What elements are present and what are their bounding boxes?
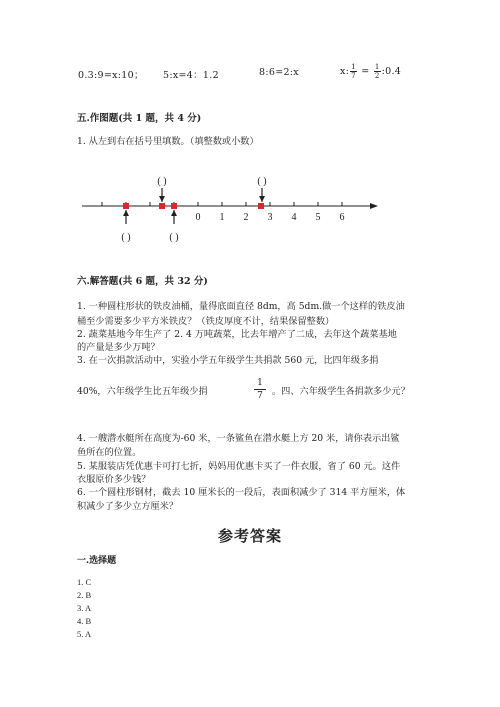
section-6-heading: 六.解答题(共 6 题，共 32 分) bbox=[77, 276, 208, 287]
tick-label-5: 5 bbox=[315, 212, 321, 223]
red-marker bbox=[258, 203, 264, 209]
red-marker bbox=[171, 203, 177, 209]
answer-item: 1. C bbox=[77, 577, 92, 587]
question-3-line-2a: 40%，六年级学生比五年级少捐 bbox=[77, 386, 208, 397]
question-2-line-1: 2. 蔬菜基地今年生产了 2. 4 万吨蔬菜，比去年增产了二成，去年这个蔬菜基地 bbox=[77, 329, 397, 340]
question-1-line-2: 桶至少需要多少平方米铁皮？（铁皮厚度不计，结果保留整数） bbox=[77, 316, 335, 327]
arrow-down-icon bbox=[159, 196, 165, 202]
answer-item: 4. B bbox=[77, 616, 92, 626]
number-line bbox=[0, 168, 500, 246]
fraction-denominator: 7 bbox=[351, 72, 356, 80]
arrow-down-icon bbox=[259, 196, 265, 202]
equation-4 bbox=[340, 63, 401, 80]
bottom-bracket-2: ( ) bbox=[169, 232, 179, 243]
question-1-line-1: 1. 一种圆柱形状的铁皮油桶，量得底面直径 8dm，高 5dm.做一个这样的铁皮油 bbox=[77, 301, 405, 312]
bottom-bracket-1: ( ) bbox=[121, 232, 131, 243]
fraction-numerator: 1 bbox=[351, 63, 356, 71]
question-5-line-2: 衣服原价多少钱？ bbox=[77, 474, 151, 485]
arrow-head-icon bbox=[370, 203, 378, 209]
answer-item: 5. A bbox=[77, 629, 92, 639]
fraction-numerator: 1 bbox=[254, 377, 266, 390]
tick-label-3: 3 bbox=[267, 212, 273, 223]
red-marker bbox=[123, 203, 129, 209]
equation-4-equals: = bbox=[357, 66, 373, 77]
tick-label-6: 6 bbox=[339, 212, 345, 223]
answers-title: 参考答案 bbox=[217, 527, 282, 545]
fraction-denominator: 7 bbox=[257, 391, 263, 401]
answer-item: 2. B bbox=[77, 590, 92, 600]
answers-section-heading: 一.选择题 bbox=[77, 556, 117, 566]
question-5-line-1: 5. 某服装店凭优惠卡可打七折，妈妈用优惠卡买了一件衣服，省了 60 元。这件 bbox=[77, 461, 401, 472]
equation-4-suffix: :0.4 bbox=[381, 66, 402, 77]
question-4-line-2: 鱼所在的位置。 bbox=[77, 447, 142, 458]
question-2-line-2: 的产量是多少万吨？ bbox=[77, 342, 160, 353]
arrow-up-icon bbox=[123, 210, 129, 216]
equation-1: 0.3:9=x:10； bbox=[78, 70, 144, 81]
equation-3: 8:6=2:x bbox=[259, 67, 299, 78]
question-3-line-2b: 。四、六年级学生各捐款多少元？ bbox=[272, 386, 410, 397]
equation-2: 5:x=4：1.2 bbox=[163, 70, 219, 81]
tick-label-0: 0 bbox=[195, 212, 201, 223]
tick-label-1: 1 bbox=[219, 212, 225, 223]
equation-4-prefix: x: bbox=[340, 66, 350, 77]
answer-item: 3. A bbox=[77, 603, 92, 613]
fraction-one-seventh bbox=[254, 377, 266, 402]
question-6-line-1: 6. 一个圆柱形钢材，截去 10 厘米长的一段后，表面积减少了 314 平方厘米，体 bbox=[77, 487, 406, 498]
top-bracket-2: ( ) bbox=[257, 176, 267, 187]
section-5-question-1: 1. 从左到右在括号里填数。（填整数或小数） bbox=[77, 136, 259, 147]
red-marker bbox=[159, 203, 165, 209]
section-5-heading: 五.作图题(共 1 题，共 4 分) bbox=[77, 113, 202, 124]
tick-label-2: 2 bbox=[243, 212, 249, 223]
fraction-numerator: 1 bbox=[374, 63, 380, 71]
question-3-line-1: 3. 在一次捐款活动中，实验小学五年级学生共捐款 560 元，比四年级多捐 bbox=[77, 355, 379, 366]
top-bracket-1: ( ) bbox=[157, 176, 167, 187]
question-4-line-1: 4. 一艘潜水艇所在高度为-60 米，一条鲨鱼在潜水艇上方 20 米，请你表示出鲨 bbox=[77, 433, 400, 444]
fraction-one-half bbox=[374, 63, 381, 80]
question-6-line-2: 积减少了多少立方厘米？ bbox=[77, 501, 179, 512]
fraction-denominator: 2 bbox=[374, 72, 380, 80]
tick-label-4: 4 bbox=[291, 212, 297, 223]
fraction-one-seventh bbox=[350, 63, 357, 80]
arrow-up-icon bbox=[171, 210, 177, 216]
